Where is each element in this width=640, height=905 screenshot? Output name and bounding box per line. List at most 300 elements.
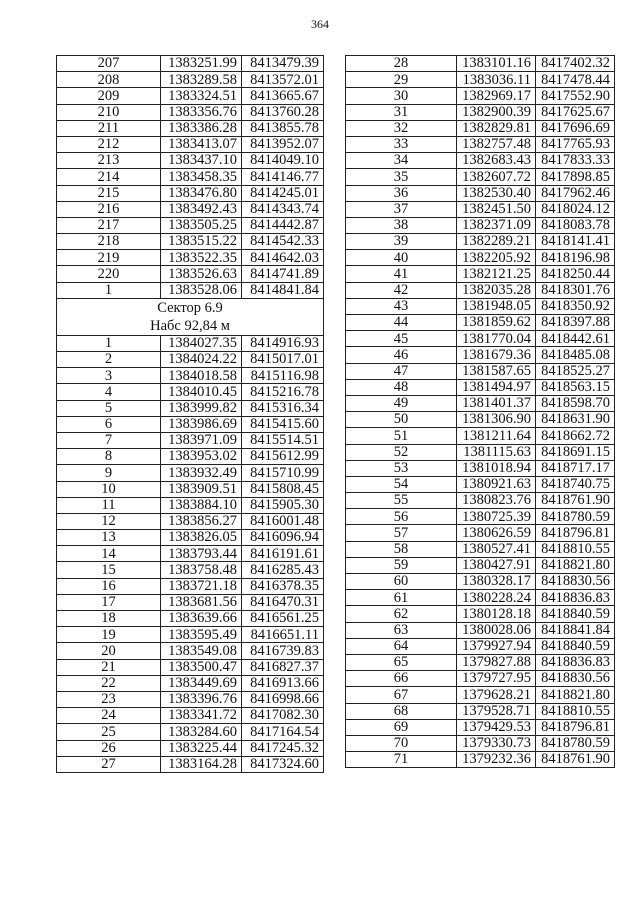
point-number: 16	[57, 578, 161, 594]
x-coordinate: 1383164.28	[161, 756, 242, 772]
table-row	[346, 363, 615, 379]
y-coordinate: 8414146.77	[242, 169, 324, 185]
point-number: 215	[57, 185, 161, 201]
table-row	[346, 606, 615, 622]
page-number: 364	[311, 17, 329, 31]
point-number: 212	[57, 136, 161, 152]
y-coordinate: 8415116.98	[242, 368, 324, 384]
point-number: 42	[346, 282, 457, 298]
table-row	[346, 525, 615, 541]
x-coordinate: 1380626.59	[457, 525, 536, 541]
x-coordinate: 1383386.28	[161, 120, 242, 136]
x-coordinate: 1383437.10	[161, 153, 242, 169]
table-row	[346, 703, 615, 719]
table-row	[346, 185, 615, 201]
x-coordinate: 1383225.44	[161, 740, 242, 756]
point-number: 28	[346, 56, 457, 72]
y-coordinate: 8418250.44	[536, 266, 615, 282]
y-coordinate: 8418525.27	[536, 363, 615, 379]
y-coordinate: 8418141.41	[536, 234, 615, 250]
y-coordinate: 8418740.75	[536, 476, 615, 492]
point-number: 36	[346, 185, 457, 201]
y-coordinate: 8418485.08	[536, 347, 615, 363]
point-number: 67	[346, 687, 457, 703]
table-row	[346, 590, 615, 606]
point-number: 217	[57, 217, 161, 233]
y-coordinate: 8418821.80	[536, 557, 615, 573]
y-coordinate: 8414442.87	[242, 217, 324, 233]
x-coordinate: 1383909.51	[161, 481, 242, 497]
left-table-top-rows	[57, 56, 324, 299]
table-row	[346, 752, 615, 768]
table-row	[57, 578, 324, 594]
x-coordinate: 1383932.49	[161, 465, 242, 481]
x-coordinate: 1383953.02	[161, 449, 242, 465]
point-number: 38	[346, 217, 457, 233]
x-coordinate: 1382757.48	[457, 136, 536, 152]
table-row	[57, 611, 324, 627]
y-coordinate: 8418840.59	[536, 638, 615, 654]
table-row	[346, 379, 615, 395]
y-coordinate: 8416998.66	[242, 691, 324, 707]
x-coordinate: 1381770.04	[457, 331, 536, 347]
table-row	[346, 56, 615, 72]
y-coordinate: 8416096.94	[242, 530, 324, 546]
y-coordinate: 8418563.15	[536, 379, 615, 395]
y-coordinate: 8418442.61	[536, 331, 615, 347]
table-row	[57, 497, 324, 513]
x-coordinate: 1383476.80	[161, 185, 242, 201]
point-number: 30	[346, 88, 457, 104]
table-row	[57, 530, 324, 546]
table-row	[346, 234, 615, 250]
y-coordinate: 8418810.55	[536, 703, 615, 719]
table-row	[57, 416, 324, 432]
x-coordinate: 1382969.17	[457, 88, 536, 104]
point-number: 7	[57, 432, 161, 448]
table-row	[346, 169, 615, 185]
y-coordinate: 8414841.84	[242, 282, 324, 298]
y-coordinate: 8417164.54	[242, 724, 324, 740]
y-coordinate: 8418761.90	[536, 752, 615, 768]
x-coordinate: 1383458.35	[161, 169, 242, 185]
table-row	[57, 708, 324, 724]
y-coordinate: 8418662.72	[536, 428, 615, 444]
x-coordinate: 1383639.66	[161, 611, 242, 627]
y-coordinate: 8413665.67	[242, 88, 324, 104]
x-coordinate: 1379232.36	[457, 752, 536, 768]
x-coordinate: 1382900.39	[457, 104, 536, 120]
table-row	[57, 432, 324, 448]
x-coordinate: 1383396.76	[161, 691, 242, 707]
x-coordinate: 1383986.69	[161, 416, 242, 432]
point-number: 59	[346, 557, 457, 573]
x-coordinate: 1383681.56	[161, 594, 242, 610]
y-coordinate: 8416001.48	[242, 513, 324, 529]
point-number: 22	[57, 675, 161, 691]
point-number: 9	[57, 465, 161, 481]
table-row	[57, 169, 324, 185]
y-coordinate: 8414916.93	[242, 335, 324, 351]
table-row	[57, 384, 324, 400]
x-coordinate: 1383721.18	[161, 578, 242, 594]
point-number: 27	[57, 756, 161, 772]
y-coordinate: 8417898.85	[536, 169, 615, 185]
table-row	[57, 659, 324, 675]
y-coordinate: 8416739.83	[242, 643, 324, 659]
point-number: 208	[57, 72, 161, 88]
point-number: 4	[57, 384, 161, 400]
x-coordinate: 1383528.06	[161, 282, 242, 298]
y-coordinate: 8413952.07	[242, 136, 324, 152]
y-coordinate: 8414245.01	[242, 185, 324, 201]
x-coordinate: 1382530.40	[457, 185, 536, 201]
point-number: 56	[346, 509, 457, 525]
x-coordinate: 1383758.48	[161, 562, 242, 578]
y-coordinate: 8418024.12	[536, 201, 615, 217]
table-row	[346, 412, 615, 428]
y-coordinate: 8416191.61	[242, 546, 324, 562]
x-coordinate: 1382371.09	[457, 217, 536, 233]
table-row	[57, 465, 324, 481]
x-coordinate: 1382607.72	[457, 169, 536, 185]
point-number: 23	[57, 691, 161, 707]
table-row	[346, 654, 615, 670]
point-number: 65	[346, 654, 457, 670]
point-number: 50	[346, 412, 457, 428]
table-row	[346, 541, 615, 557]
point-number: 216	[57, 201, 161, 217]
x-coordinate: 1383101.16	[457, 56, 536, 72]
y-coordinate: 8414642.03	[242, 250, 324, 266]
y-coordinate: 8418830.56	[536, 574, 615, 590]
x-coordinate: 1382205.92	[457, 250, 536, 266]
x-coordinate: 1382829.81	[457, 120, 536, 136]
point-number: 31	[346, 104, 457, 120]
table-row	[57, 513, 324, 529]
x-coordinate: 1381859.62	[457, 315, 536, 331]
point-number: 45	[346, 331, 457, 347]
table-row	[346, 266, 615, 282]
y-coordinate: 8417833.33	[536, 153, 615, 169]
x-coordinate: 1383971.09	[161, 432, 242, 448]
y-coordinate: 8415905.30	[242, 497, 324, 513]
point-number: 8	[57, 449, 161, 465]
table-row	[346, 622, 615, 638]
point-number: 39	[346, 234, 457, 250]
x-coordinate: 1383251.99	[161, 56, 242, 72]
x-coordinate: 1383500.47	[161, 659, 242, 675]
x-coordinate: 1379628.21	[457, 687, 536, 703]
x-coordinate: 1383999.82	[161, 400, 242, 416]
x-coordinate: 1383505.25	[161, 217, 242, 233]
table-row	[346, 735, 615, 751]
y-coordinate: 8415415.60	[242, 416, 324, 432]
table-row	[57, 562, 324, 578]
table-row	[346, 72, 615, 88]
table-row	[57, 691, 324, 707]
x-coordinate: 1383324.51	[161, 88, 242, 104]
y-coordinate: 8418780.59	[536, 509, 615, 525]
point-number: 3	[57, 368, 161, 384]
y-coordinate: 8414049.10	[242, 153, 324, 169]
point-number: 5	[57, 400, 161, 416]
table-row	[346, 250, 615, 266]
point-number: 6	[57, 416, 161, 432]
point-number: 220	[57, 266, 161, 282]
y-coordinate: 8415612.99	[242, 449, 324, 465]
point-number: 57	[346, 525, 457, 541]
point-number: 71	[346, 752, 457, 768]
point-number: 20	[57, 643, 161, 659]
table-row	[57, 56, 324, 72]
y-coordinate: 8417765.93	[536, 136, 615, 152]
table-row	[346, 153, 615, 169]
point-number: 33	[346, 136, 457, 152]
y-coordinate: 8418196.98	[536, 250, 615, 266]
table-row	[346, 574, 615, 590]
table-row	[57, 234, 324, 250]
y-coordinate: 8415808.45	[242, 481, 324, 497]
point-number: 29	[346, 72, 457, 88]
x-coordinate: 1383341.72	[161, 708, 242, 724]
point-number: 15	[57, 562, 161, 578]
y-coordinate: 8418841.84	[536, 622, 615, 638]
table-row	[57, 120, 324, 136]
y-coordinate: 8417324.60	[242, 756, 324, 772]
y-coordinate: 8416561.25	[242, 611, 324, 627]
point-number: 43	[346, 298, 457, 314]
y-coordinate: 8418780.59	[536, 735, 615, 751]
left-table-bottom-rows	[57, 335, 324, 772]
table-row	[57, 201, 324, 217]
table-row	[57, 217, 324, 233]
point-number: 213	[57, 153, 161, 169]
point-number: 214	[57, 169, 161, 185]
table-row	[346, 444, 615, 460]
table-row	[57, 88, 324, 104]
y-coordinate: 8418796.81	[536, 525, 615, 541]
point-number: 53	[346, 460, 457, 476]
right-table-rows	[346, 56, 615, 768]
sector-header	[57, 298, 324, 335]
sector-elevation: Набс 92,84 м	[150, 317, 230, 334]
y-coordinate: 8418717.17	[536, 460, 615, 476]
x-coordinate: 1379528.71	[457, 703, 536, 719]
point-number: 61	[346, 590, 457, 606]
point-number: 58	[346, 541, 457, 557]
y-coordinate: 8418397.88	[536, 315, 615, 331]
x-coordinate: 1384018.58	[161, 368, 242, 384]
point-number: 209	[57, 88, 161, 104]
x-coordinate: 1383522.35	[161, 250, 242, 266]
x-coordinate: 1379330.73	[457, 735, 536, 751]
x-coordinate: 1383856.27	[161, 513, 242, 529]
x-coordinate: 1383515.22	[161, 234, 242, 250]
x-coordinate: 1381587.65	[457, 363, 536, 379]
y-coordinate: 8418761.90	[536, 493, 615, 509]
point-number: 1	[57, 282, 161, 298]
y-coordinate: 8418830.56	[536, 671, 615, 687]
point-number: 35	[346, 169, 457, 185]
point-number: 32	[346, 120, 457, 136]
point-number: 218	[57, 234, 161, 250]
x-coordinate: 1380328.17	[457, 574, 536, 590]
y-coordinate: 8418810.55	[536, 541, 615, 557]
y-coordinate: 8418350.92	[536, 298, 615, 314]
point-number: 68	[346, 703, 457, 719]
x-coordinate: 1383826.05	[161, 530, 242, 546]
point-number: 63	[346, 622, 457, 638]
table-row	[346, 104, 615, 120]
table-row	[57, 153, 324, 169]
x-coordinate: 1380823.76	[457, 493, 536, 509]
point-number: 26	[57, 740, 161, 756]
y-coordinate: 8414343.74	[242, 201, 324, 217]
point-number: 19	[57, 627, 161, 643]
x-coordinate: 1383492.43	[161, 201, 242, 217]
point-number: 211	[57, 120, 161, 136]
y-coordinate: 8417402.32	[536, 56, 615, 72]
table-row	[57, 266, 324, 282]
y-coordinate: 8416827.37	[242, 659, 324, 675]
table-row	[346, 557, 615, 573]
point-number: 64	[346, 638, 457, 654]
y-coordinate: 8415710.99	[242, 465, 324, 481]
point-number: 47	[346, 363, 457, 379]
table-row	[346, 509, 615, 525]
y-coordinate: 8415316.34	[242, 400, 324, 416]
y-coordinate: 8417696.69	[536, 120, 615, 136]
x-coordinate: 1380725.39	[457, 509, 536, 525]
y-coordinate: 8418631.90	[536, 412, 615, 428]
table-row	[57, 352, 324, 368]
y-coordinate: 8418598.70	[536, 395, 615, 411]
table-row	[346, 671, 615, 687]
table-row	[57, 449, 324, 465]
x-coordinate: 1382683.43	[457, 153, 536, 169]
point-number: 1	[57, 335, 161, 351]
table-row	[346, 493, 615, 509]
y-coordinate: 8416470.31	[242, 594, 324, 610]
y-coordinate: 8414542.33	[242, 234, 324, 250]
y-coordinate: 8415216.78	[242, 384, 324, 400]
y-coordinate: 8417625.67	[536, 104, 615, 120]
x-coordinate: 1381494.97	[457, 379, 536, 395]
x-coordinate: 1379927.94	[457, 638, 536, 654]
table-row	[346, 476, 615, 492]
x-coordinate: 1383289.58	[161, 72, 242, 88]
y-coordinate: 8418836.83	[536, 654, 615, 670]
y-coordinate: 8418836.83	[536, 590, 615, 606]
point-number: 10	[57, 481, 161, 497]
point-number: 219	[57, 250, 161, 266]
x-coordinate: 1381401.37	[457, 395, 536, 411]
table-row	[57, 643, 324, 659]
point-number: 44	[346, 315, 457, 331]
sector-header-row	[57, 298, 324, 335]
x-coordinate: 1379429.53	[457, 719, 536, 735]
table-row	[57, 594, 324, 610]
table-row	[346, 460, 615, 476]
table-row	[346, 88, 615, 104]
point-number: 2	[57, 352, 161, 368]
table-row	[57, 546, 324, 562]
x-coordinate: 1383036.11	[457, 72, 536, 88]
point-number: 55	[346, 493, 457, 509]
x-coordinate: 1380028.06	[457, 622, 536, 638]
x-coordinate: 1379827.88	[457, 654, 536, 670]
table-row	[57, 282, 324, 298]
table-row	[57, 136, 324, 152]
coordinates-table-left	[56, 55, 324, 773]
x-coordinate: 1384010.45	[161, 384, 242, 400]
table-row	[57, 627, 324, 643]
point-number: 37	[346, 201, 457, 217]
point-number: 66	[346, 671, 457, 687]
y-coordinate: 8418301.76	[536, 282, 615, 298]
table-row	[346, 428, 615, 444]
x-coordinate: 1381211.64	[457, 428, 536, 444]
y-coordinate: 8413572.01	[242, 72, 324, 88]
y-coordinate: 8417478.44	[536, 72, 615, 88]
point-number: 62	[346, 606, 457, 622]
x-coordinate: 1382035.28	[457, 282, 536, 298]
point-number: 51	[346, 428, 457, 444]
table-row	[346, 315, 615, 331]
x-coordinate: 1383356.76	[161, 104, 242, 120]
point-number: 11	[57, 497, 161, 513]
x-coordinate: 1382121.25	[457, 266, 536, 282]
y-coordinate: 8418691.15	[536, 444, 615, 460]
x-coordinate: 1384024.22	[161, 352, 242, 368]
x-coordinate: 1381306.90	[457, 412, 536, 428]
point-number: 46	[346, 347, 457, 363]
table-row	[346, 298, 615, 314]
x-coordinate: 1381018.94	[457, 460, 536, 476]
sector-header-cell	[57, 298, 324, 335]
x-coordinate: 1382289.21	[457, 234, 536, 250]
x-coordinate: 1383884.10	[161, 497, 242, 513]
y-coordinate: 8417082.30	[242, 708, 324, 724]
table-row	[57, 400, 324, 416]
y-coordinate: 8413479.39	[242, 56, 324, 72]
table-row	[346, 282, 615, 298]
x-coordinate: 1380427.91	[457, 557, 536, 573]
point-number: 40	[346, 250, 457, 266]
x-coordinate: 1384027.35	[161, 335, 242, 351]
x-coordinate: 1381115.63	[457, 444, 536, 460]
coordinates-table-right	[345, 55, 615, 768]
y-coordinate: 8413760.28	[242, 104, 324, 120]
point-number: 14	[57, 546, 161, 562]
point-number: 12	[57, 513, 161, 529]
x-coordinate: 1383595.49	[161, 627, 242, 643]
y-coordinate: 8416651.11	[242, 627, 324, 643]
y-coordinate: 8413855.78	[242, 120, 324, 136]
point-number: 49	[346, 395, 457, 411]
point-number: 25	[57, 724, 161, 740]
table-row	[57, 335, 324, 351]
y-coordinate: 8415017.01	[242, 352, 324, 368]
y-coordinate: 8414741.89	[242, 266, 324, 282]
table-row	[346, 638, 615, 654]
y-coordinate: 8417245.32	[242, 740, 324, 756]
table-row	[57, 481, 324, 497]
y-coordinate: 8418083.78	[536, 217, 615, 233]
table-row	[346, 217, 615, 233]
point-number: 41	[346, 266, 457, 282]
